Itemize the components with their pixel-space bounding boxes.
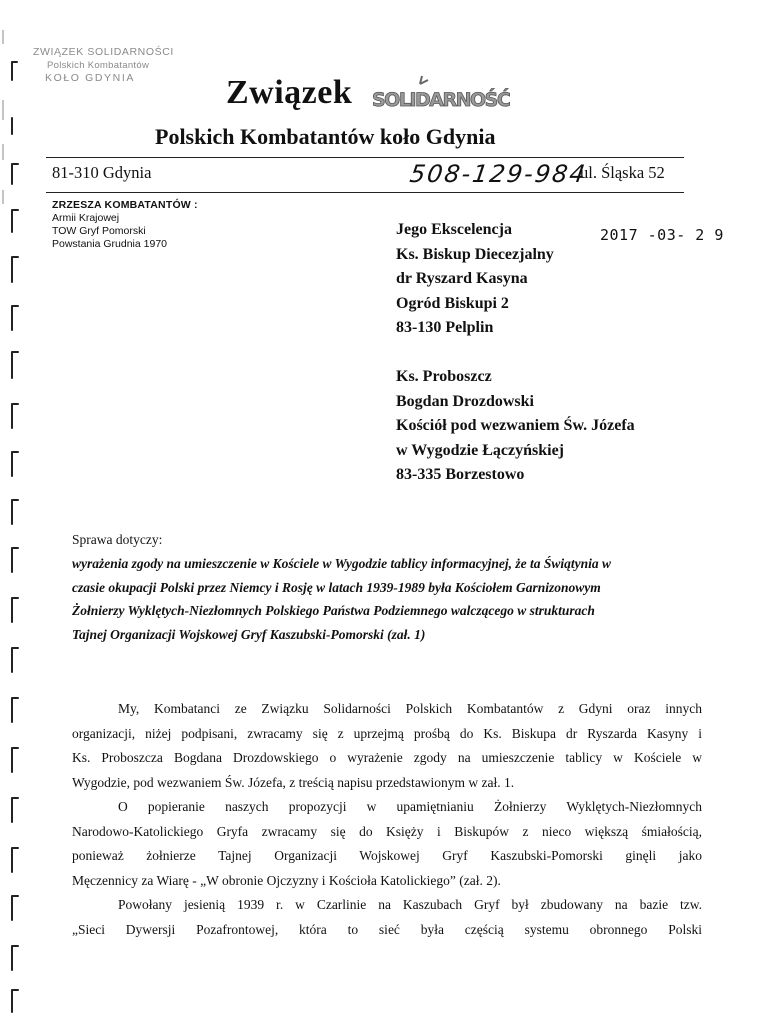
subject-line: wyrażenia zgody na umieszczenie w Kościele w Wygodzie tablicy informacyjnej, że ta Świątynia w (72, 556, 611, 571)
body-line: ponieważ żołnierze Tajnej Organizacji Wojskowej Gryf Kaszubski-Pomorski ginęli jako (72, 848, 702, 863)
body-line: Powołany jesienią 1939 r. w Czarlinie na Kaszubach Gryf był zbudowany na bazie tzw. (118, 897, 702, 912)
body-line: O popieranie naszych propozycji w upamiętnianiu Żołnierzy Wyklętych-Niezłomnych (118, 799, 702, 814)
recipient-line: dr Ryszard Kasyna (396, 270, 528, 287)
recipient-line: w Wygodzie Łączyńskiej (396, 441, 564, 459)
recipient-line: Ogród Biskupi 2 (396, 294, 509, 312)
body-line: organizacji, niżej podpisani, zwracamy się z uprzejmą prośbą do Ks. Biskupa dr Ryszarda Kasyny i (72, 725, 702, 741)
group-item: Powstania Grudnia 1970 (52, 238, 167, 250)
member-groups (52, 199, 198, 251)
recipient-line: 83-130 Pelplin (396, 319, 494, 336)
body-line: Wygodzie, pod wezwaniem Św. Józefa, z treścią napisu przedstawionym w zał. 1. (72, 774, 515, 790)
subject-line: Żołnierzy Wyklętych-Niezłomnych Polskiego Państwa Podziemnego walczącego w strukturach (72, 603, 595, 618)
postal-city: 81-310 Gdynia (52, 163, 152, 182)
handwritten-number: 508-129-984 (408, 160, 589, 188)
date-stamp: 2017 -03- 2 9 (600, 226, 724, 244)
subject-text (72, 552, 702, 646)
header-divider-bottom (46, 192, 684, 193)
recipient-block-1 (396, 218, 554, 341)
recipient-line: Jego Ekscelencja (396, 221, 512, 238)
recipient-block-2 (396, 365, 635, 488)
subject-line: czasie okupacji Polski przez Niemcy i Rosję w latach 1939-1989 była Kościołem Garnizonowym (72, 579, 601, 595)
groups-heading: ZRZESZA KOMBATANTÓW : (52, 199, 198, 211)
stamp-line-2: Polskich Kombatantów (47, 60, 150, 71)
body-line: Narodowo-Katolickiego Gryfa zwracamy się do Księży i Biskupów z nieco większą śmiałością, (72, 823, 702, 839)
body-line: Ks. Proboszcza Bogdana Drozdowskiego o wyrażenie zgody na umieszczenie tablicy w Kościele w (72, 750, 702, 765)
body-line: My, Kombatanci ze Związku Solidarności Polskich Kombatantów z Gdyni oraz innych (118, 701, 702, 716)
svg-text:SOLIDARNOŚĆ: SOLIDARNOŚĆ (372, 89, 510, 111)
subject-label: Sprawa dotyczy: (72, 532, 163, 547)
recipient-line: Ks. Proboszcz (396, 368, 492, 385)
recipient-line: Ks. Biskup Diecezjalny (396, 245, 554, 263)
body-line: Męczennicy za Wiarę - „W obronie Ojczyzny i Kościoła Katolickiego” (zał. 2). (72, 872, 501, 888)
solidarnosc-logo-icon (370, 74, 510, 118)
recipient-line: Kościół pod wezwaniem Św. Józefa (396, 417, 635, 434)
letterhead-title: Związek (226, 74, 353, 111)
subject-line: Tajnej Organizacji Wojskowej Gryf Kaszubski-Pomorski (zał. 1) (72, 626, 426, 642)
stamp-line-3: KOŁO GDYNIA (45, 72, 135, 84)
group-item: Armii Krajowej (52, 212, 120, 224)
street-address: ul. Śląska 52 (580, 163, 665, 182)
stamp-line-1: ZWIĄZEK SOLIDARNOŚCI (33, 46, 174, 58)
recipient-line: Bogdan Drozdowski (396, 392, 534, 410)
binding-marks (0, 0, 30, 1017)
letter-body (72, 697, 702, 942)
organization-stamp (33, 46, 213, 85)
recipient-line: 83-335 Borzestowo (396, 466, 525, 483)
header-divider-top (46, 157, 684, 158)
group-item: TOW Gryf Pomorski (52, 225, 146, 237)
letterhead-subtitle: Polskich Kombatantów koło Gdynia (155, 124, 496, 149)
body-line: „Sieci Dywersji Pozafrontowej, która to sieć była częścią systemu obronnego Polski (72, 921, 702, 937)
